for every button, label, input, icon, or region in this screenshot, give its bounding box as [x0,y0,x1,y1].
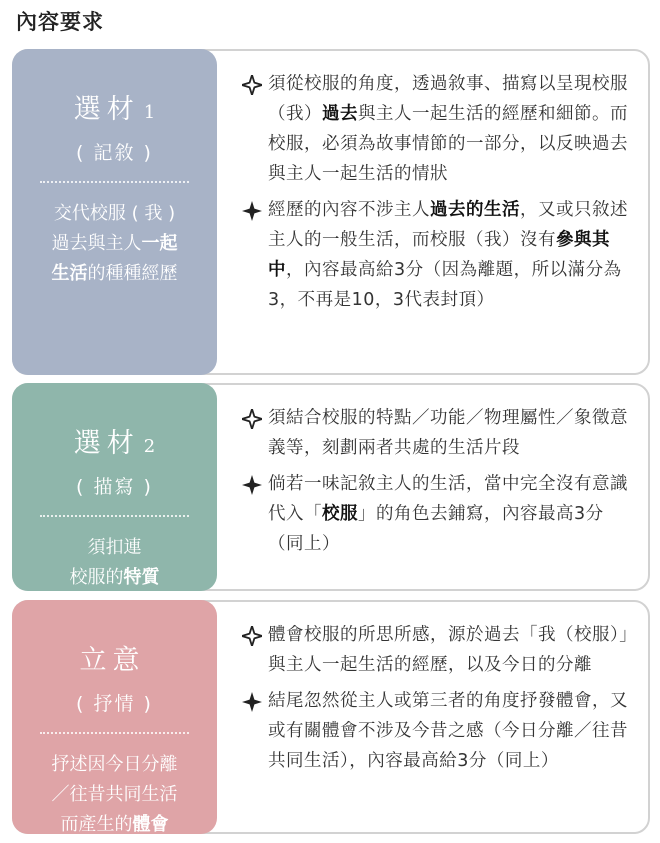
text-segment: ，又或只敘述主人的一般生活，而校服（我）沒有 [268,200,628,250]
dotted-divider [40,181,189,183]
desc-text: 的種種經歷 [87,263,178,284]
section-title-text: 選材 [73,428,140,459]
solid-star-icon [242,692,262,712]
bullet-point [242,69,636,189]
section-label-panel [12,600,217,834]
desc-text: 而產生的 [60,814,133,835]
bullet-text [268,195,636,315]
section-subtitle: ( 記敘 ) [76,142,153,164]
desc-text: 須扣連 [87,537,142,558]
desc-text-bold: 體會 [132,814,169,835]
desc-text: 過去與主人 [51,233,142,254]
outline-star-icon [242,409,262,429]
text-segment: 結尾忽然從主人或第三者的角度抒發體會，又或有關體會不涉及今昔之感（今日分離／往昔共同生活），內容最高給3分（同上） [268,691,628,771]
bullet-point [242,403,636,463]
emphasis-text: 過去的生活 [430,200,520,220]
section-card-intent-lyrical [12,600,650,834]
emphasis-text: 過去 [322,104,358,124]
section-label-panel [12,49,217,375]
bullet-text [268,620,636,680]
desc-text-bold: 特質 [123,567,160,588]
section-body [242,403,636,565]
desc-text: 抒述因今日分離 [51,754,178,775]
desc-text-bold: 一起 [141,233,178,254]
dotted-divider [40,515,189,517]
section-title [12,87,217,126]
section-title-text: 選材 [73,94,140,125]
desc-text: 交代校服 ( 我 ) [53,203,176,224]
solid-star-icon [242,475,262,495]
section-number: 2 [143,436,156,457]
text-segment: ，內容最高給3分（因為離題，所以滿分為3，不再是10，3代表封頂） [268,260,622,310]
section-subtitle: ( 抒情 ) [76,693,153,715]
solid-star-icon [242,201,262,221]
page-title: 內容要求 [16,9,104,34]
bullet-point [242,469,636,559]
section-card-selection-narrative [12,49,650,375]
outline-star-icon [242,75,262,95]
emphasis-text: 參與其中 [268,230,610,280]
section-description [12,199,217,289]
emphasis-text: 校服 [322,504,358,524]
text-segment: 須結合校服的特點／功能／物理屬性／象徵意義等，刻劃兩者共處的生活片段 [268,408,628,458]
section-description [12,533,217,593]
bullet-text [268,69,636,189]
bullet-text [268,686,636,776]
text-segment: 體會校服的所思所感，源於過去「我（校服）」與主人一起生活的經歷，以及今日的分離 [268,625,629,675]
dotted-divider [40,732,189,734]
bullet-point [242,686,636,776]
section-title [12,638,217,677]
section-subtitle: ( 描寫 ) [76,476,153,498]
bullet-point [242,620,636,680]
section-card-selection-description [12,383,650,591]
section-title-text: 立意 [79,645,146,676]
desc-text-bold: 生活 [51,263,88,284]
section-body [242,620,636,782]
outline-star-icon [242,626,262,646]
bullet-text [268,403,636,463]
bullet-text [268,469,636,559]
section-number: 1 [143,102,156,123]
text-segment: 」的角色去鋪寫，內容最高3分（同上） [268,504,604,554]
text-segment: 與主人一起生活的經歷和細節。而校服，必須為故事情節的一部分，以反映過去與主人一起生活的情狀 [268,104,628,184]
desc-text: 校服的 [69,567,124,588]
text-segment: 經歷的內容不涉主人 [268,200,430,220]
text-segment: 須從校服的角度，透過敘事、描寫以呈現校服（我） [268,74,628,124]
bullet-point [242,195,636,315]
section-label-panel [12,383,217,591]
text-segment: 倘若一味記敘主人的生活，當中完全沒有意識代入「 [268,474,628,524]
section-title [12,421,217,460]
section-body [242,69,636,321]
desc-text: ／往昔共同生活 [51,784,178,805]
section-description [12,750,217,840]
